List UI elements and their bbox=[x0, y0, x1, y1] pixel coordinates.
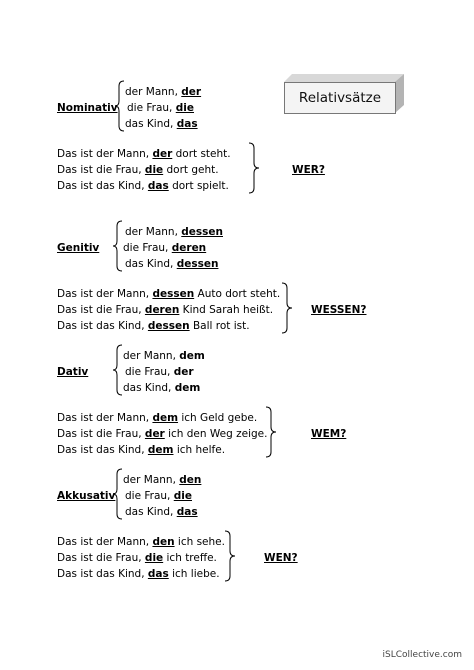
brace-nominativ-sentences bbox=[248, 142, 260, 194]
form-line: die Frau, deren bbox=[123, 242, 207, 254]
brace-genitiv-sentences bbox=[281, 282, 293, 334]
relative-pronoun: der bbox=[181, 86, 202, 98]
example-sentence: Das ist die Frau, die ich treffe. bbox=[57, 552, 217, 564]
example-sentence: Das ist das Kind, dessen Ball rot ist. bbox=[57, 320, 250, 332]
title-box-top bbox=[284, 74, 404, 82]
relative-pronoun: der bbox=[152, 148, 173, 160]
relative-pronoun: deren bbox=[144, 304, 180, 316]
relative-pronoun: das bbox=[147, 180, 169, 192]
form-line: das Kind, dessen bbox=[125, 258, 219, 270]
question-wem: WEM? bbox=[311, 428, 347, 440]
title-box bbox=[284, 74, 408, 114]
form-line: der Mann, dem bbox=[123, 350, 205, 362]
brace-dativ-forms bbox=[113, 344, 123, 396]
form-line: das Kind, das bbox=[125, 118, 198, 130]
question-wer: WER? bbox=[292, 164, 325, 176]
relative-pronoun: der bbox=[144, 428, 165, 440]
brace-nominativ-forms bbox=[115, 80, 125, 132]
example-sentence: Das ist das Kind, das ich liebe. bbox=[57, 568, 220, 580]
relative-pronoun: das bbox=[176, 506, 198, 518]
relative-pronoun: den bbox=[152, 536, 175, 548]
relative-pronoun: dem bbox=[179, 350, 205, 362]
example-sentence: Das ist der Mann, der dort steht. bbox=[57, 148, 231, 160]
example-sentence: Das ist das Kind, das dort spielt. bbox=[57, 180, 229, 192]
form-line: das Kind, dem bbox=[123, 382, 201, 394]
form-line: der Mann, der bbox=[125, 86, 202, 98]
brace-dativ-sentences bbox=[265, 406, 277, 458]
page-title: Relativsätze bbox=[284, 82, 396, 114]
relative-pronoun: die bbox=[144, 164, 164, 176]
form-line: das Kind, das bbox=[125, 506, 198, 518]
relative-pronoun: das bbox=[176, 118, 198, 130]
example-sentence: Das ist der Mann, dem ich Geld gebe. bbox=[57, 412, 258, 424]
case-label-dativ: Dativ bbox=[57, 366, 89, 378]
example-sentence: Das ist der Mann, dessen Auto dort steht. bbox=[57, 288, 281, 300]
form-line: der Mann, dessen bbox=[125, 226, 223, 238]
form-line: die Frau, die bbox=[127, 102, 194, 114]
relative-pronoun: der bbox=[173, 366, 194, 378]
brace-akkusativ-forms bbox=[113, 468, 123, 520]
footer-watermark: iSLCollective.com bbox=[382, 650, 462, 660]
relative-pronoun: dessen bbox=[152, 288, 195, 300]
relative-pronoun: dessen bbox=[176, 258, 219, 270]
brace-akkusativ-sentences bbox=[224, 530, 236, 582]
relative-pronoun: dem bbox=[152, 412, 179, 424]
example-sentence: Das ist die Frau, der ich den Weg zeige. bbox=[57, 428, 268, 440]
case-label-akkusativ: Akkusativ bbox=[57, 490, 116, 502]
relative-pronoun: dem bbox=[174, 382, 201, 394]
example-sentence: Das ist die Frau, deren Kind Sarah heißt. bbox=[57, 304, 274, 316]
relative-pronoun: die bbox=[173, 490, 192, 502]
brace-genitiv-forms bbox=[113, 220, 123, 272]
relative-pronoun: deren bbox=[171, 242, 207, 254]
relative-pronoun: dem bbox=[147, 444, 174, 456]
relative-pronoun: dessen bbox=[147, 320, 190, 332]
example-sentence: Das ist das Kind, dem ich helfe. bbox=[57, 444, 226, 456]
case-label-genitiv: Genitiv bbox=[57, 242, 100, 254]
case-label-nominativ: Nominativ bbox=[57, 102, 118, 114]
example-sentence: Das ist der Mann, den ich sehe. bbox=[57, 536, 225, 548]
relative-pronoun: die bbox=[175, 102, 194, 114]
form-line: der Mann, den bbox=[123, 474, 202, 486]
question-wen: WEN? bbox=[264, 552, 298, 564]
form-line: die Frau, die bbox=[125, 490, 192, 502]
relative-pronoun: den bbox=[179, 474, 202, 486]
form-line: die Frau, der bbox=[125, 366, 194, 378]
relative-pronoun: das bbox=[147, 568, 169, 580]
relative-pronoun: die bbox=[144, 552, 164, 564]
example-sentence: Das ist die Frau, die dort geht. bbox=[57, 164, 219, 176]
question-wessen: WESSEN? bbox=[311, 304, 367, 316]
relative-pronoun: dessen bbox=[181, 226, 223, 238]
